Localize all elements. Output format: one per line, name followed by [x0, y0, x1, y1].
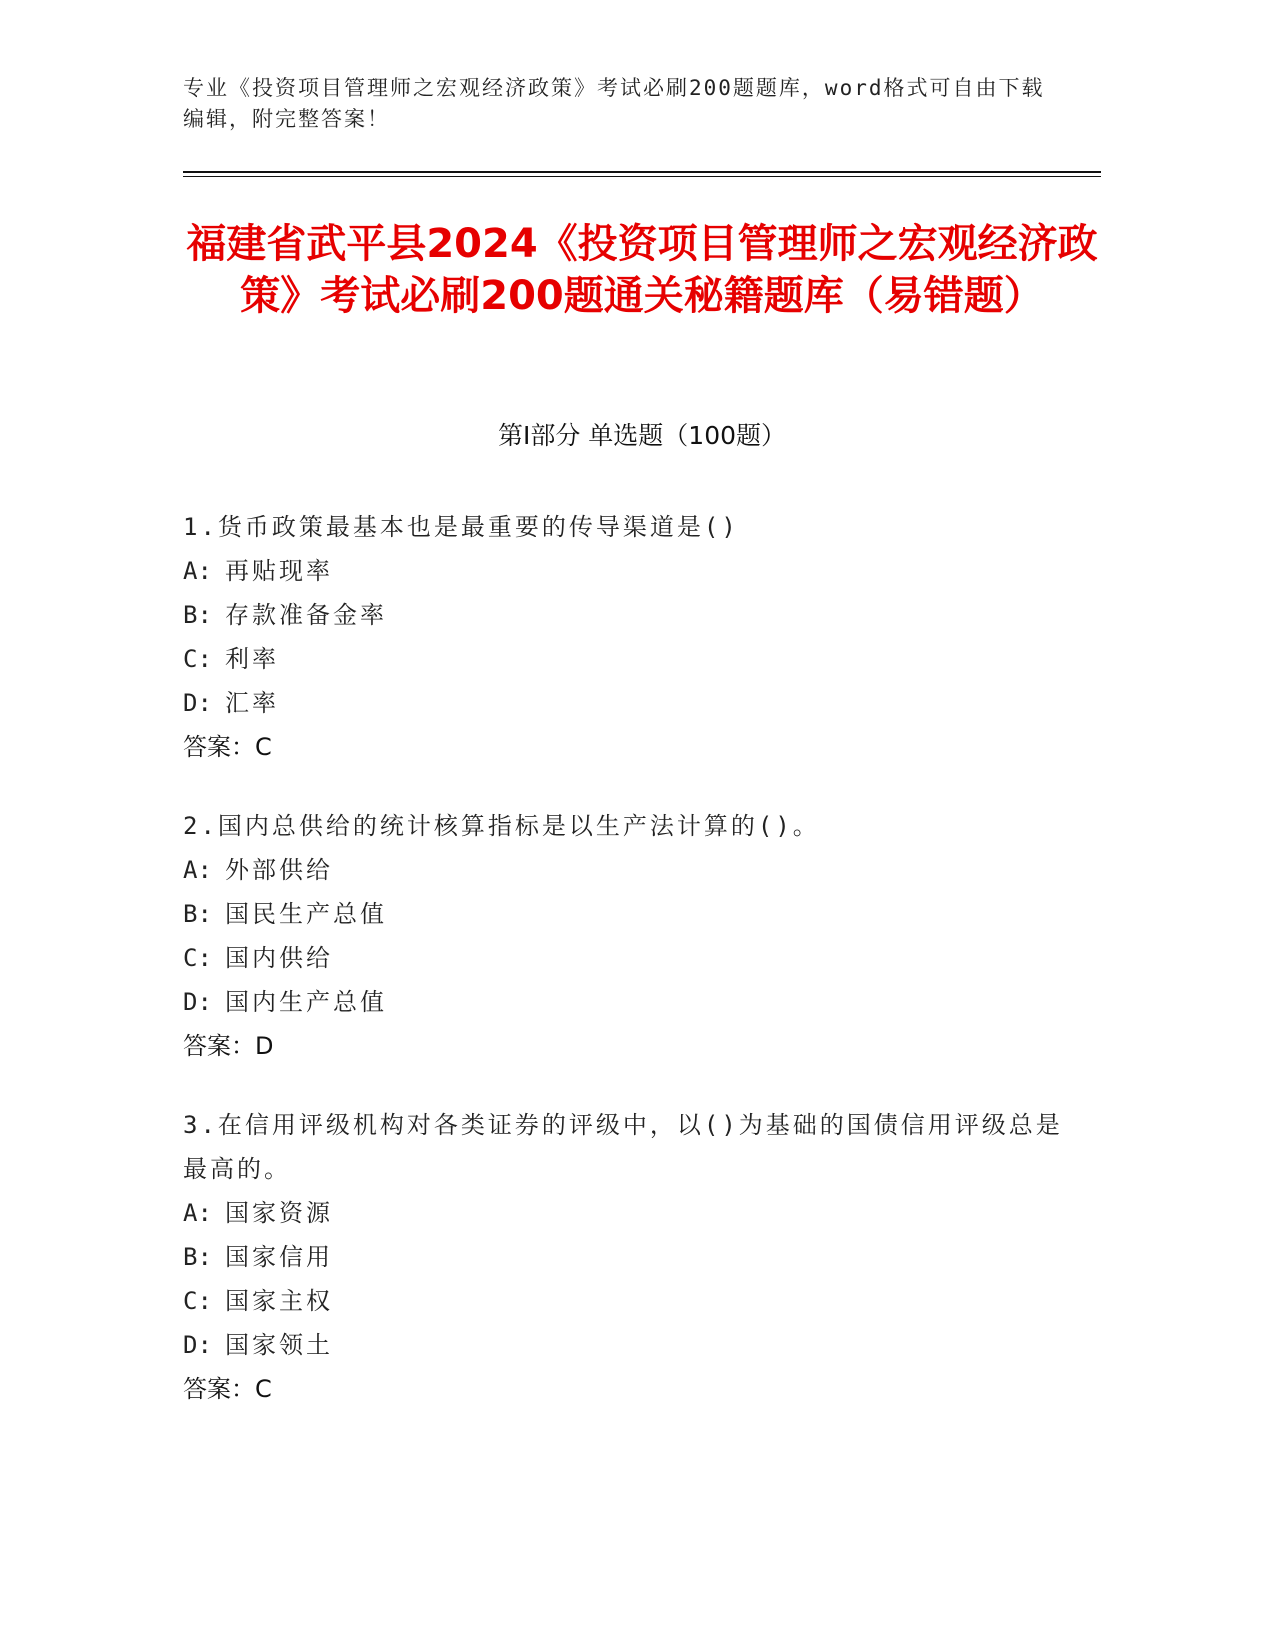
question-3: [183, 1103, 1063, 1411]
option-b: [183, 892, 1063, 936]
option-b: [183, 1235, 1063, 1279]
document-title: 福建省武平县2024《投资项目管理师之宏观经济政策》考试必刷200题通关秘籍题库（易错题）: [186, 221, 1098, 319]
option-text: 国家资源: [225, 1199, 333, 1227]
option-text: 利率: [225, 645, 279, 673]
answer: 答案：D: [183, 1032, 274, 1060]
header-rule-thin: [183, 176, 1101, 177]
option-a: [183, 1191, 1063, 1235]
option-text: 国内生产总值: [225, 988, 387, 1016]
option-b: [183, 593, 1063, 637]
question-1: [183, 505, 1063, 769]
option-letter: C:: [183, 645, 212, 673]
option-d: [183, 980, 1063, 1024]
option-text: 国家信用: [225, 1243, 333, 1271]
option-text: 再贴现率: [225, 557, 333, 585]
section-title: 第I部分 单选题（100题）: [497, 421, 787, 450]
option-text: 汇率: [225, 689, 279, 717]
header-note: 专业《投资项目管理师之宏观经济政策》考试必刷200题题库，word格式可自由下载编辑，附完整答案！: [183, 76, 1045, 131]
option-c: [183, 1279, 1063, 1323]
option-letter: D:: [183, 1331, 212, 1359]
question-list: [183, 505, 1063, 1446]
option-c: [183, 936, 1063, 980]
option-letter: B:: [183, 1243, 212, 1271]
option-letter: C:: [183, 1287, 212, 1315]
header-rule-thick: [183, 171, 1101, 173]
option-c: [183, 637, 1063, 681]
question-text: 1.货币政策最基本也是最重要的传导渠道是(): [183, 513, 739, 541]
question-text: 3.在信用评级机构对各类证券的评级中，以()为基础的国债信用评级总是最高的。: [183, 1111, 1063, 1183]
option-a: [183, 549, 1063, 593]
option-letter: D:: [183, 988, 212, 1016]
option-letter: A:: [183, 856, 212, 884]
option-a: [183, 848, 1063, 892]
option-text: 外部供给: [225, 856, 333, 884]
question-2: [183, 804, 1063, 1068]
option-text: 国民生产总值: [225, 900, 387, 928]
option-letter: C:: [183, 944, 212, 972]
answer: 答案：C: [183, 733, 272, 761]
option-letter: A:: [183, 1199, 212, 1227]
option-text: 存款准备金率: [225, 601, 387, 629]
option-letter: D:: [183, 689, 212, 717]
question-text: 2.国内总供给的统计核算指标是以生产法计算的()。: [183, 812, 820, 840]
option-letter: B:: [183, 900, 212, 928]
answer: 答案：C: [183, 1375, 272, 1403]
option-d: [183, 681, 1063, 725]
option-d: [183, 1323, 1063, 1367]
option-text: 国家主权: [225, 1287, 333, 1315]
option-letter: B:: [183, 601, 212, 629]
option-letter: A:: [183, 557, 212, 585]
option-text: 国内供给: [225, 944, 333, 972]
option-text: 国家领土: [225, 1331, 333, 1359]
